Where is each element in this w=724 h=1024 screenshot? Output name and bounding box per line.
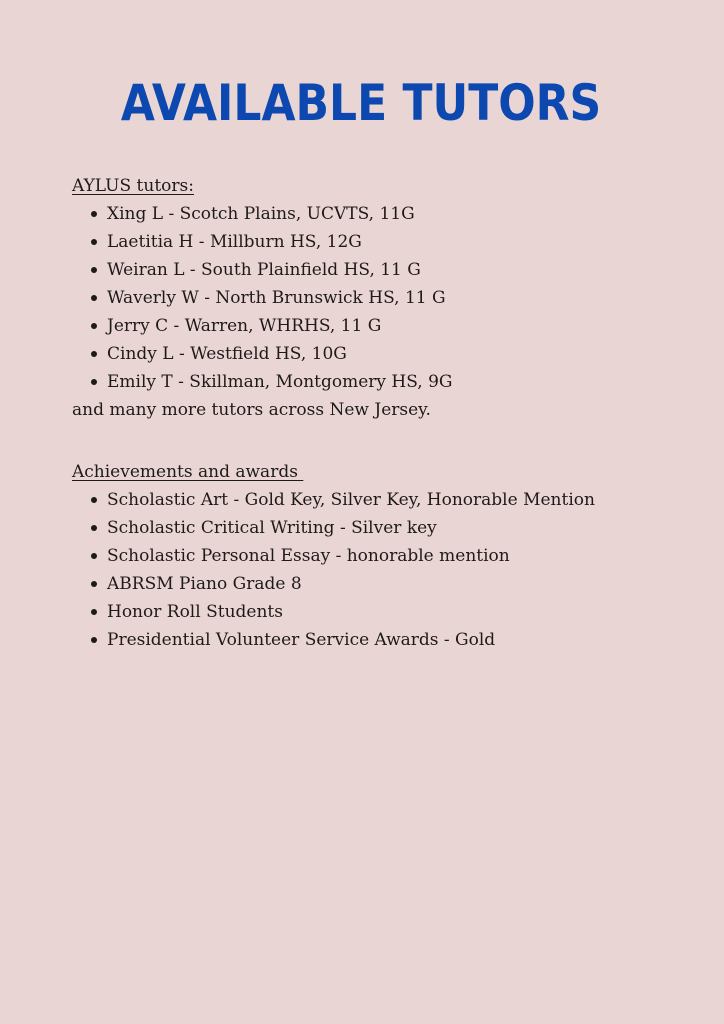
achievements-section xyxy=(72,458,692,654)
list-item: Presidential Volunteer Service Awards - Gold xyxy=(72,626,692,654)
list-item: Waverly W - North Brunswick HS, 11 G xyxy=(72,284,692,312)
tutors-section xyxy=(72,172,692,424)
list-item: Jerry C - Warren, WHRHS, 11 G xyxy=(72,312,692,340)
tutors-footer: and many more tutors across New Jersey. xyxy=(72,400,431,420)
list-item: ABRSM Piano Grade 8 xyxy=(72,570,692,598)
list-item: Weiran L - South Plainfield HS, 11 G xyxy=(72,256,692,284)
list-item: Scholastic Critical Writing - Silver key xyxy=(72,514,692,542)
achievements-list xyxy=(72,486,692,654)
list-item: Laetitia H - Millburn HS, 12G xyxy=(72,228,692,256)
list-item: Honor Roll Students xyxy=(72,598,692,626)
page-title: AVAILABLE TUTORS xyxy=(120,74,602,132)
tutors-list xyxy=(72,200,692,396)
list-item: Scholastic Personal Essay - honorable mention xyxy=(72,542,692,570)
list-item: Emily T - Skillman, Montgomery HS, 9G xyxy=(72,368,692,396)
list-item: Cindy L - Westfield HS, 10G xyxy=(72,340,692,368)
tutors-heading: AYLUS tutors: xyxy=(72,176,194,196)
achievements-heading: Achievements and awards xyxy=(72,462,304,482)
list-item: Scholastic Art - Gold Key, Silver Key, Honorable Mention xyxy=(72,486,692,514)
list-item: Xing L - Scotch Plains, UCVTS, 11G xyxy=(72,200,692,228)
